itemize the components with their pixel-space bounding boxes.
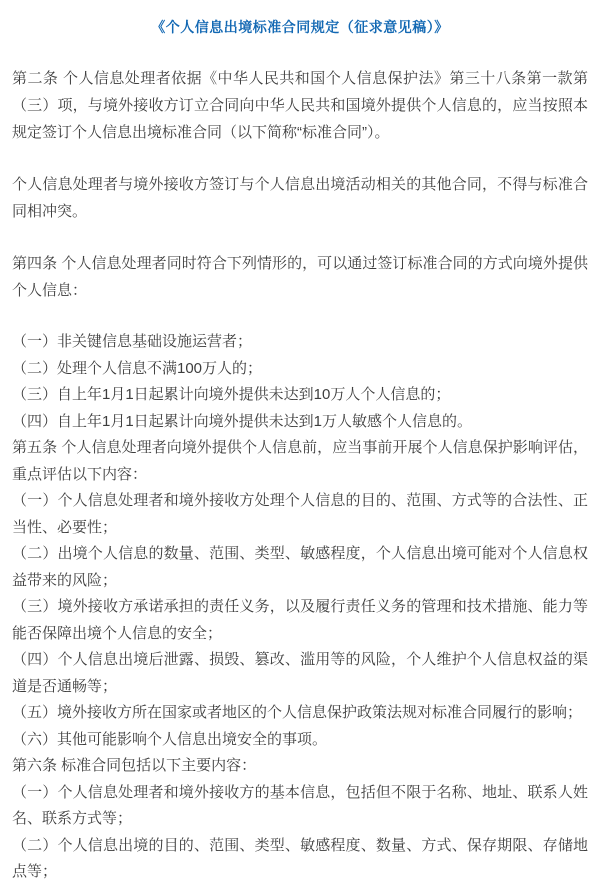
clause-line-article-5: 第五条 个人信息处理者向境外提供个人信息前，应当事前开展个人信息保护影响评估，重点评估以下内容： bbox=[12, 439, 588, 483]
clause-list bbox=[12, 329, 588, 885]
clause-line: （三）自上年1月1日起累计向境外提供未达到10万人个人信息的； bbox=[12, 386, 451, 403]
article-title: 《个人信息出境标准合同规定（征求意见稿）》 bbox=[151, 19, 449, 35]
paragraph-other-contracts: 个人信息处理者与境外接收方签订与个人信息出境活动相关的其他合同，不得与标准合同相冲突。 bbox=[12, 176, 588, 220]
clause-line: （一）非关键信息基础设施运营者； bbox=[12, 333, 253, 350]
paragraph-article-4: 第四条 个人信息处理者同时符合下列情形的，可以通过签订标准合同的方式向境外提供个人信息： bbox=[12, 255, 588, 299]
clause-line-article-6: 第六条 标准合同包括以下主要内容： bbox=[12, 757, 257, 774]
paragraph-article-2: 第二条 个人信息处理者依据《中华人民共和国个人信息保护法》第三十八条第一款第（三）项，与境外接收方订立合同向中华人民共和国境外提供个人信息的，应当按照本规定签订个人信息出境标准合同（以下简称“标准合同”）。 bbox=[12, 70, 588, 141]
clause-line: （三）境外接收方承诺承担的责任义务，以及履行责任义务的管理和技术措施、能力等能否保障出境个人信息的安全； bbox=[12, 598, 588, 642]
clause-line: （二）出境个人信息的数量、范围、类型、敏感程度，个人信息出境可能对个人信息权益带来的风险； bbox=[12, 545, 588, 589]
clause-line: （四）自上年1月1日起累计向境外提供未达到1万人敏感个人信息的。 bbox=[12, 412, 473, 430]
clause-line: （一）个人信息处理者和境外接收方的基本信息，包括但不限于名称、地址、联系人姓名、联系方式等； bbox=[12, 783, 588, 827]
clause-line: （四）个人信息出境后泄露、损毁、篡改、滥用等的风险，个人维护个人信息权益的渠道是否通畅等； bbox=[12, 651, 588, 695]
clause-line: （六）其他可能影响个人信息出境安全的事项。 bbox=[12, 730, 328, 748]
clause-line: （一）个人信息处理者和境外接收方处理个人信息的目的、范围、方式等的合法性、正当性、必要性； bbox=[12, 492, 588, 536]
clause-line: （二）处理个人信息不满100万人的； bbox=[12, 359, 263, 377]
clause-line: （二）个人信息出境的目的、范围、类型、敏感程度、数量、方式、保存期限、存储地点等； bbox=[12, 836, 588, 880]
clause-line: （五）境外接收方所在国家或者地区的个人信息保护政策法规对标准合同履行的影响； bbox=[12, 704, 583, 721]
